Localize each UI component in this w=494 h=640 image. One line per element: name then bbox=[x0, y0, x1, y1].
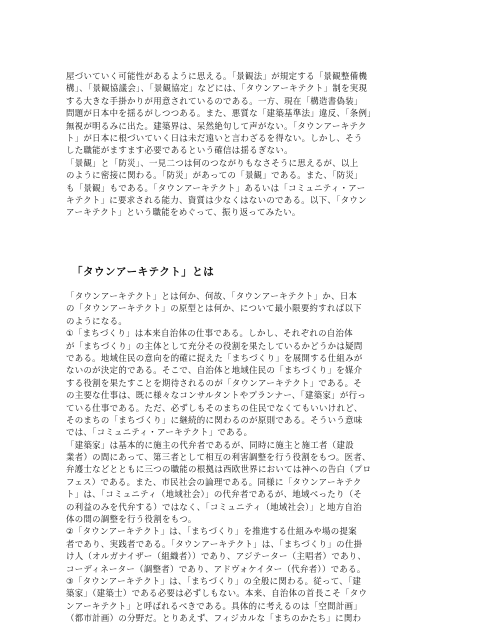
text-line: のように密接に関わる。「防災」があっての「景観」である。また、「防災」 bbox=[66, 170, 363, 181]
text-line: の利益のみを代弁する）ではなく、「コミュニティ（地域社会）」と地方自治 bbox=[66, 501, 362, 512]
text-line: ンアーキテクト」と呼ばれるべきである。具体的に考えるのは「空間計画」 bbox=[66, 600, 363, 611]
text-line: 無視が明るみに出た。建築界は、呆然絶句して声がない。「タウンアーキテク bbox=[66, 120, 367, 131]
text-line: の「タウンアーキテクト」の原型とは何か、について最小限要約すれば以下 bbox=[66, 303, 362, 314]
text-line: も「景観」もである。「タウンアーキテクト」あるいは「コミュニティ・アー bbox=[66, 182, 366, 193]
text-line: 業者）の間にあって、第三者として相互の利害調整を行う役割をもつ。医者、 bbox=[66, 452, 371, 463]
text-line: が「まちづくり」の主体として充分その役割を果たしているかどうかは疑問 bbox=[66, 340, 363, 351]
text-line: ト」が日本に根づいていく日は未だ遠いと言わざるを得ない。しかし、そう bbox=[66, 132, 363, 143]
text-line: ている仕事である。ただ、必ずしもそのまちの住民でなくてもいいけれど、 bbox=[66, 402, 363, 413]
text-line: する役割を果たすことを期待されるのが「タウンアーキテクト」である。そ bbox=[66, 377, 363, 388]
text-line: 「景観」と「防災」、一見二つは何のつながりもなさそうに思えるが、以上 bbox=[66, 157, 359, 168]
text-line: である。地域住民の意向を的確に捉えた「まちづくり」を展開する仕組みが bbox=[66, 352, 363, 363]
text-line: ③「タウンアーキテクト」は、「まちづくり」の全般に関わる。従って、「建 bbox=[66, 575, 362, 586]
text-line: 構」、「景観協議会」、「景観協定」などには、「タウンアーキテクト」制を実現 bbox=[66, 83, 368, 94]
text-line: 「建築家」は基本的に施主の代弁者であるが、同時に施主と施工者（建設 bbox=[66, 439, 354, 450]
text-line: キテクト」に要求される能力、資質は少なくはないのである。以下、「タウン bbox=[66, 194, 367, 205]
body-paragraphs bbox=[66, 290, 436, 625]
text-line: のようになる。 bbox=[66, 315, 128, 326]
text-line: そのまちの「まちづくり」に継続的に関わるのが原則である。そういう意味 bbox=[66, 414, 363, 425]
text-line: 者であり、実践者である。「タウンアーキテクト」は、「まちづくり」の仕掛 bbox=[66, 538, 363, 549]
section-heading: 「タウンアーキテクト」とは bbox=[72, 266, 215, 278]
text-line: した職能がますます必要であるという確信は揺るぎない。 bbox=[66, 145, 293, 156]
text-line: 弁護士などとともに三つの職能の根拠は西欧世界においては神への告白（プロ bbox=[66, 464, 372, 475]
text-line: では、「コミュニティ・アーキテクト」である。 bbox=[66, 427, 253, 438]
text-line: け人（オルガナイザー（組織者））であり、アジテーター（主唱者）であり、 bbox=[66, 551, 367, 562]
text-line: アーキテクト」という職能をめぐって、振り返ってみたい。 bbox=[66, 207, 301, 218]
text-line: コーディネーター（調整者）であり、アドヴォケイター（代弁者））である。 bbox=[66, 563, 366, 574]
text-line: 問題が日本中を揺るがしつつある。また、悪質な「建築基準法」違反、「条例」 bbox=[66, 108, 376, 119]
text-line: 屋づいていく可能性があるように思える。「景観法」が規定する「景観整備機 bbox=[66, 71, 368, 81]
text-line: ②「タウンアーキテクト」は、「まちづくり」を推進する仕組みや場の提案 bbox=[66, 526, 357, 537]
text-line: 築家」（建築士）である必要は必ずしもない。本来、自治体の首長こそ「タウ bbox=[66, 588, 368, 599]
text-line: 体の間の調整を行う役割をもつ。 bbox=[66, 514, 197, 525]
text-line: フェス）である。また、市民社会の論理である。同様に「タウンアーキテク bbox=[66, 476, 362, 487]
text-line: の主要な仕事は、既に様々なコンサルタントやプランナー、「建築家」が行っ bbox=[66, 390, 367, 401]
text-line: 「タウンアーキテクト」とは何か、何故、「タウンアーキテクト」か、日本 bbox=[66, 291, 358, 301]
text-line: ①「まちづくり」は本来自治体の仕事である。しかし、それぞれの自治体 bbox=[66, 328, 353, 339]
text-line: ないのが決定的である。そこで、自治体と地域住民の「まちづくり」を媒介 bbox=[66, 365, 363, 376]
text-line: （都市計画）の分野だ。とりあえず、フィジカルな「まちのかたち」に関わ bbox=[66, 613, 362, 624]
intro-paragraphs bbox=[66, 70, 436, 219]
text-line: ト」は、「コミュニティ（地域社会）」の代弁者であるが、地域べったり（そ bbox=[66, 489, 363, 500]
text-line: する大きな手掛かりが用意されているのである。一方、現在「構造書偽装」 bbox=[66, 95, 363, 106]
